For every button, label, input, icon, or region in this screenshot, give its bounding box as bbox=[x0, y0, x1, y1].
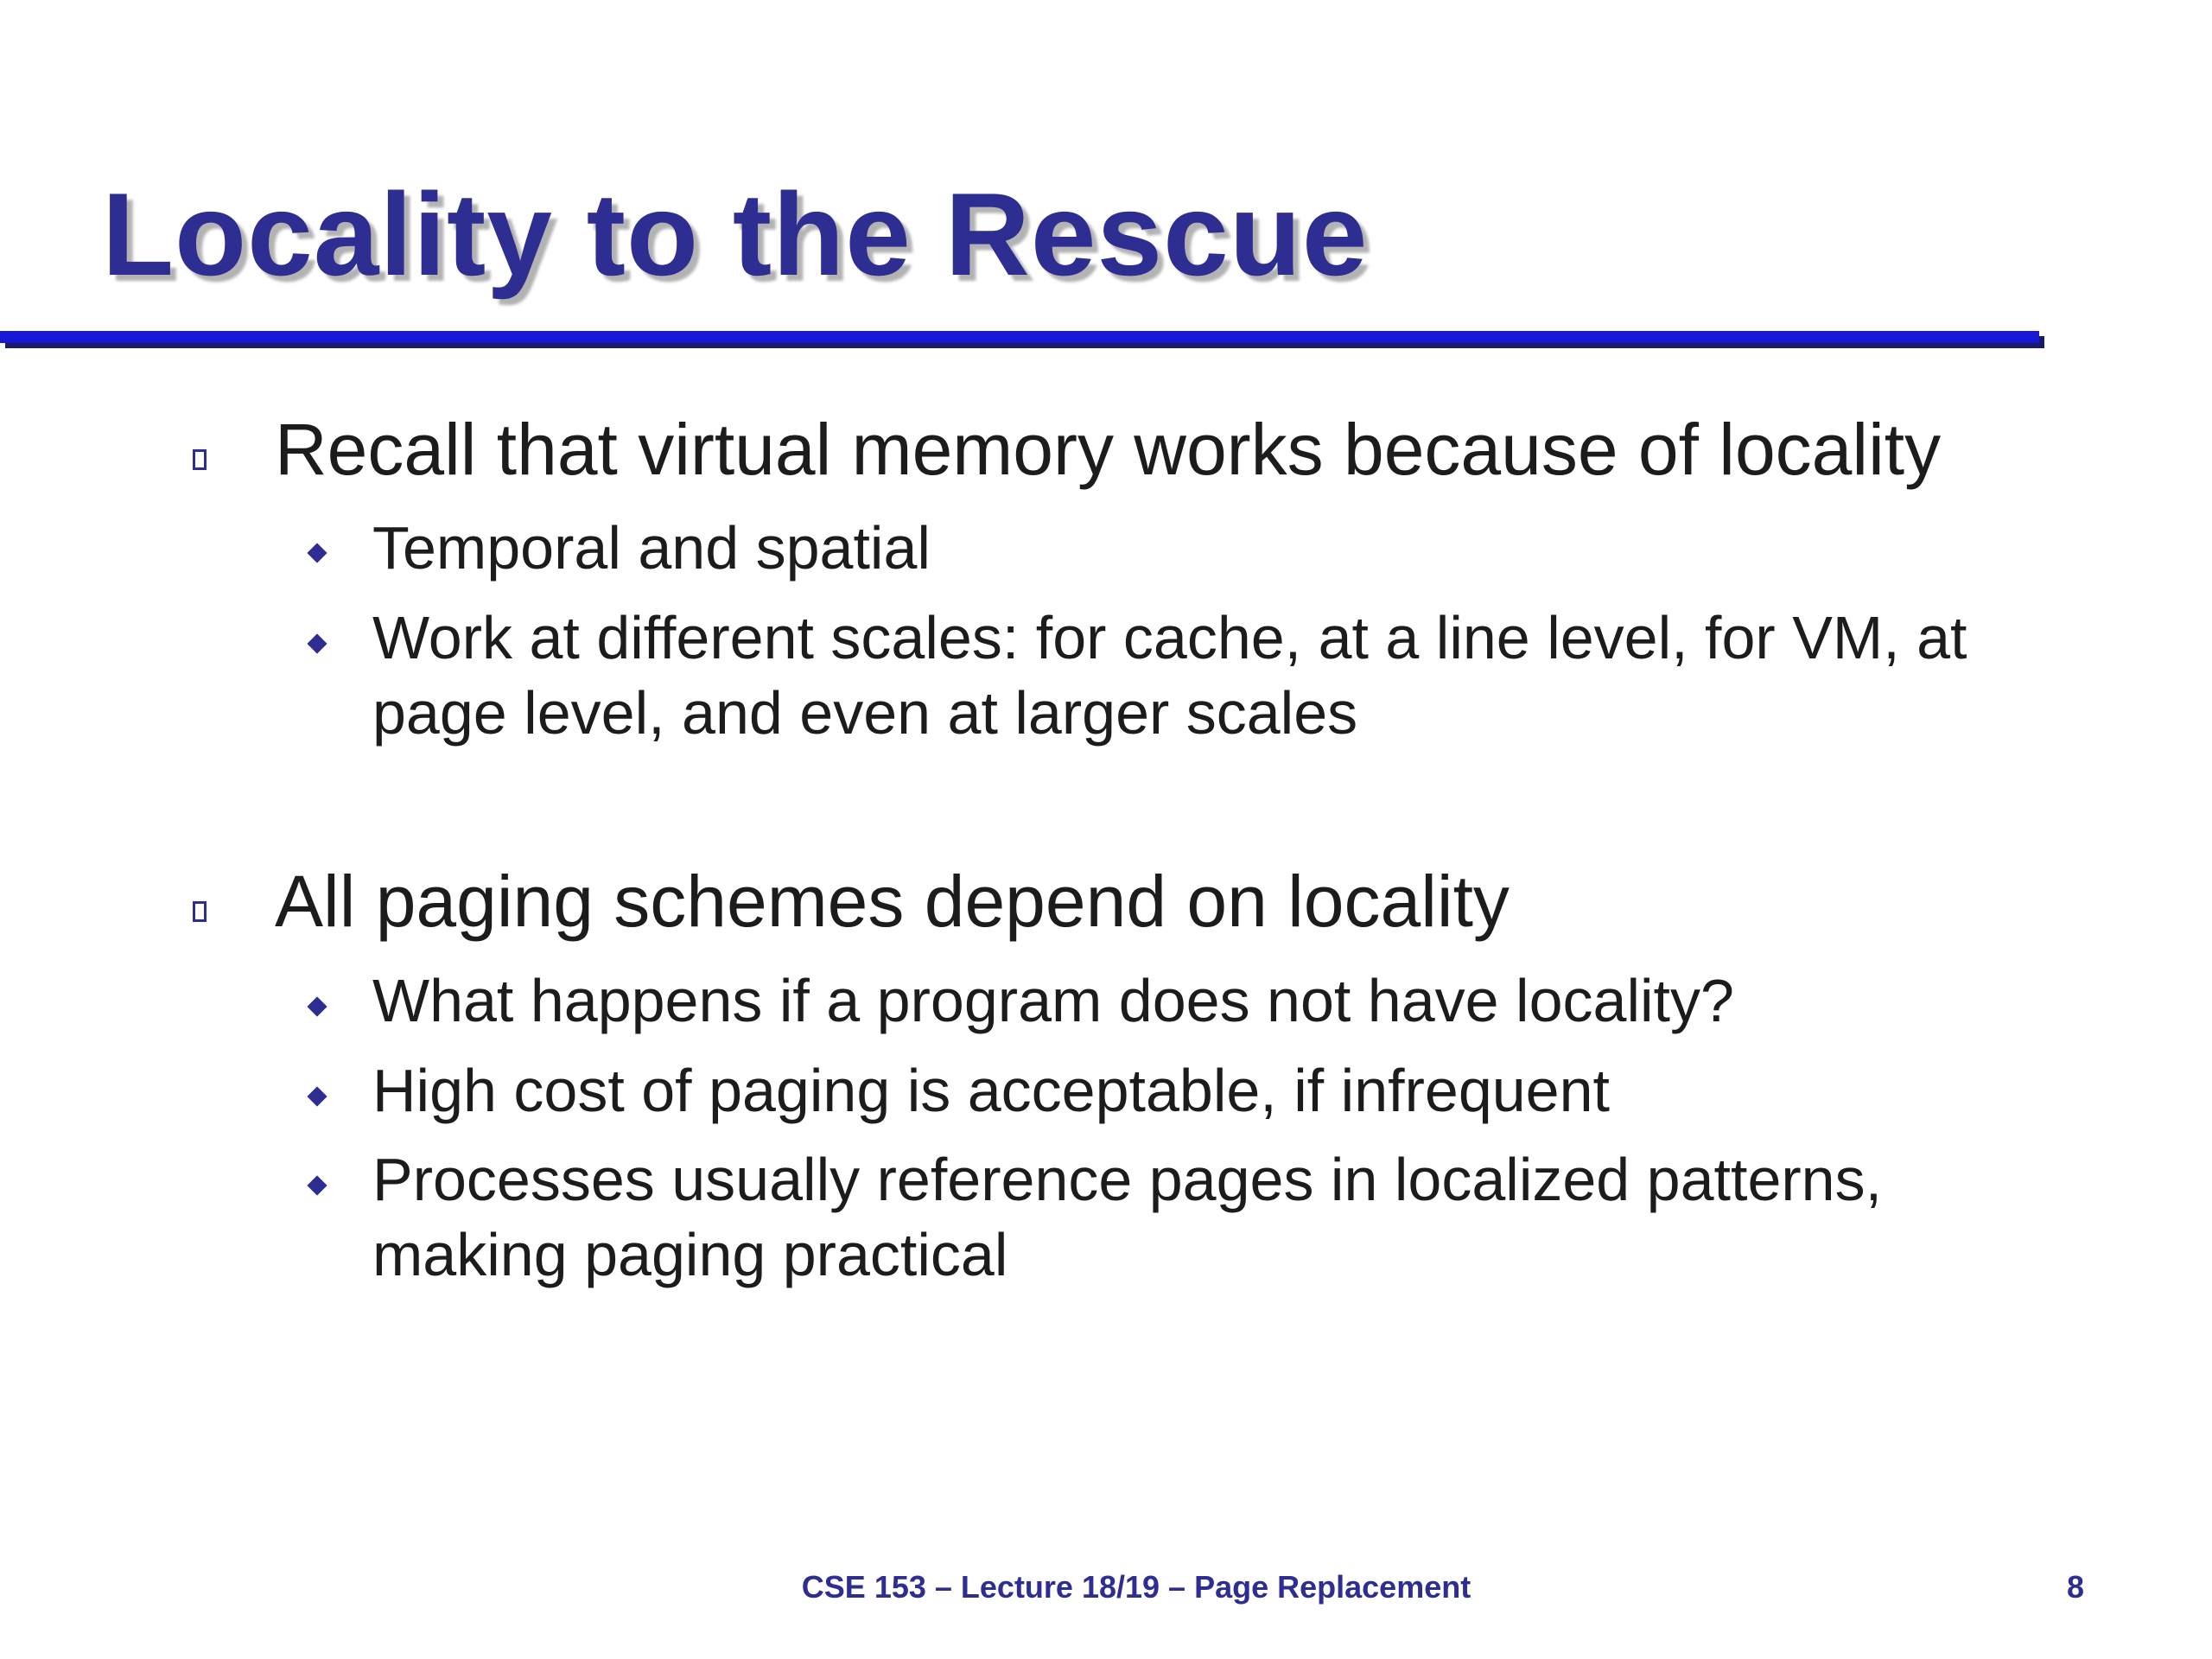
sub-bullet-text: Work at different scales: for cache, at a line level, for VM, at bbox=[372, 604, 1967, 671]
diamond-bullet-icon bbox=[307, 996, 327, 1016]
title-underline-rule bbox=[0, 331, 2039, 343]
footer-course-title: CSE 153 – Lecture 18/19 – Page Replacement bbox=[801, 1569, 1471, 1605]
hollow-square-icon bbox=[193, 449, 207, 470]
diamond-bullet-icon bbox=[307, 1086, 327, 1106]
diamond-bullet-icon bbox=[307, 633, 327, 653]
sub-bullet-text: Temporal and spatial bbox=[372, 514, 931, 582]
slide-title: Locality to the Rescue bbox=[102, 168, 1369, 300]
sub-bullet-text-continuation: page level, and even at larger scales bbox=[372, 679, 1358, 747]
sub-bullet-text: High cost of paging is acceptable, if infrequent bbox=[372, 1057, 1610, 1124]
bullet-text: Recall that virtual memory works because of locality bbox=[275, 409, 1942, 490]
slide-page-number: 8 bbox=[2067, 1569, 2085, 1605]
diamond-bullet-icon bbox=[307, 543, 327, 563]
bullet-text: All paging schemes depend on locality bbox=[275, 861, 1510, 942]
hollow-square-icon bbox=[193, 901, 207, 922]
sub-bullet-text: What happens if a program does not have locality? bbox=[372, 967, 1734, 1034]
sub-bullet-text: Processes usually reference pages in localized patterns, bbox=[372, 1146, 1883, 1213]
sub-bullet-text-continuation: making paging practical bbox=[372, 1221, 1008, 1288]
diamond-bullet-icon bbox=[307, 1175, 327, 1195]
